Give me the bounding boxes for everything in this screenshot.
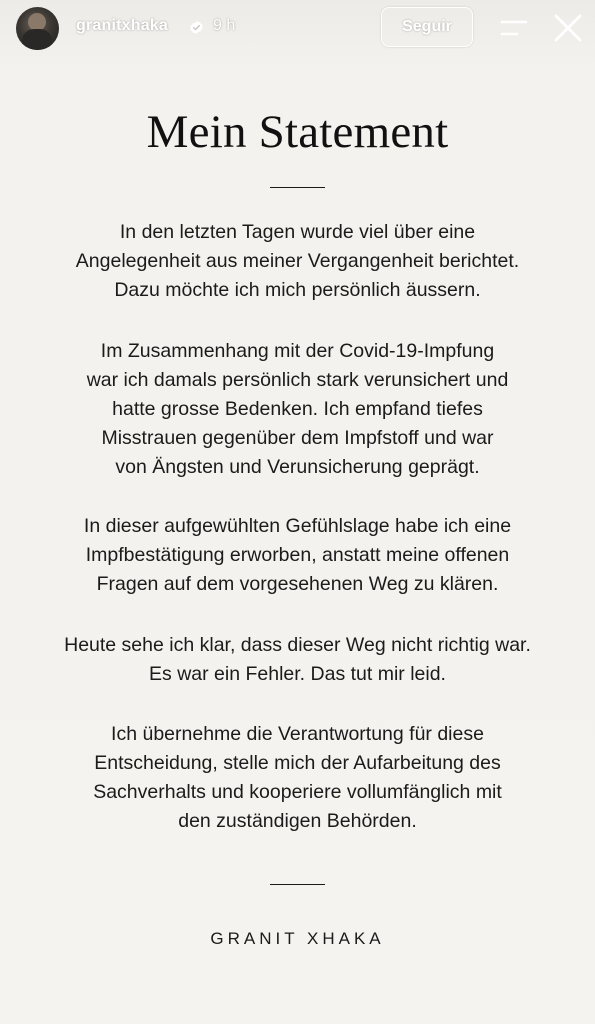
divider-bottom bbox=[270, 884, 325, 885]
statement-paragraph: Ich übernehme die Verantwortung für diese Entscheidung, stelle mich der Aufarbeitung des Sachverhalts und kooperiere vollumfänglich mit den zuständigen Behörden. bbox=[93, 723, 502, 832]
statement-paragraph: In den letzten Tagen wurde viel über eine Angelegenheit aus meiner Vergangenheit berichtet. Dazu möchte ich mich persönlich äussern. bbox=[75, 221, 520, 301]
close-icon[interactable] bbox=[553, 13, 583, 43]
avatar[interactable] bbox=[16, 7, 59, 50]
follow-button[interactable]: Seguir bbox=[381, 7, 473, 47]
signature: GRANIT XHAKA bbox=[210, 929, 385, 948]
story-header bbox=[0, 0, 595, 60]
divider-top bbox=[270, 187, 325, 188]
statement-title: Mein Statement bbox=[146, 106, 449, 158]
username[interactable]: granitxhaka bbox=[76, 17, 169, 34]
verified-badge-icon bbox=[189, 20, 204, 35]
post-time: 9 h bbox=[213, 17, 236, 34]
statement-paragraph: Im Zusammenhang mit der Covid-19-Impfung war ich damals persönlich stark verunsichert und hatte grosse Bedenken. Ich empfand tiefes Misstrauen gegenüber dem Impfstoff und war von Ängsten und Verunsicherung geprägt. bbox=[86, 340, 509, 478]
avatar-body-shape bbox=[22, 29, 52, 50]
statement-paragraph: Heute sehe ich klar, dass dieser Weg nicht richtig war. Es war ein Fehler. Das tut mir leid. bbox=[64, 634, 531, 685]
statement-paragraph: In dieser aufgewühlten Gefühlslage habe ich eine Impfbestätigung erworben, anstatt meine offenen Fragen auf dem vorgesehenen Weg zu klären. bbox=[83, 515, 512, 595]
menu-icon[interactable] bbox=[499, 18, 529, 38]
